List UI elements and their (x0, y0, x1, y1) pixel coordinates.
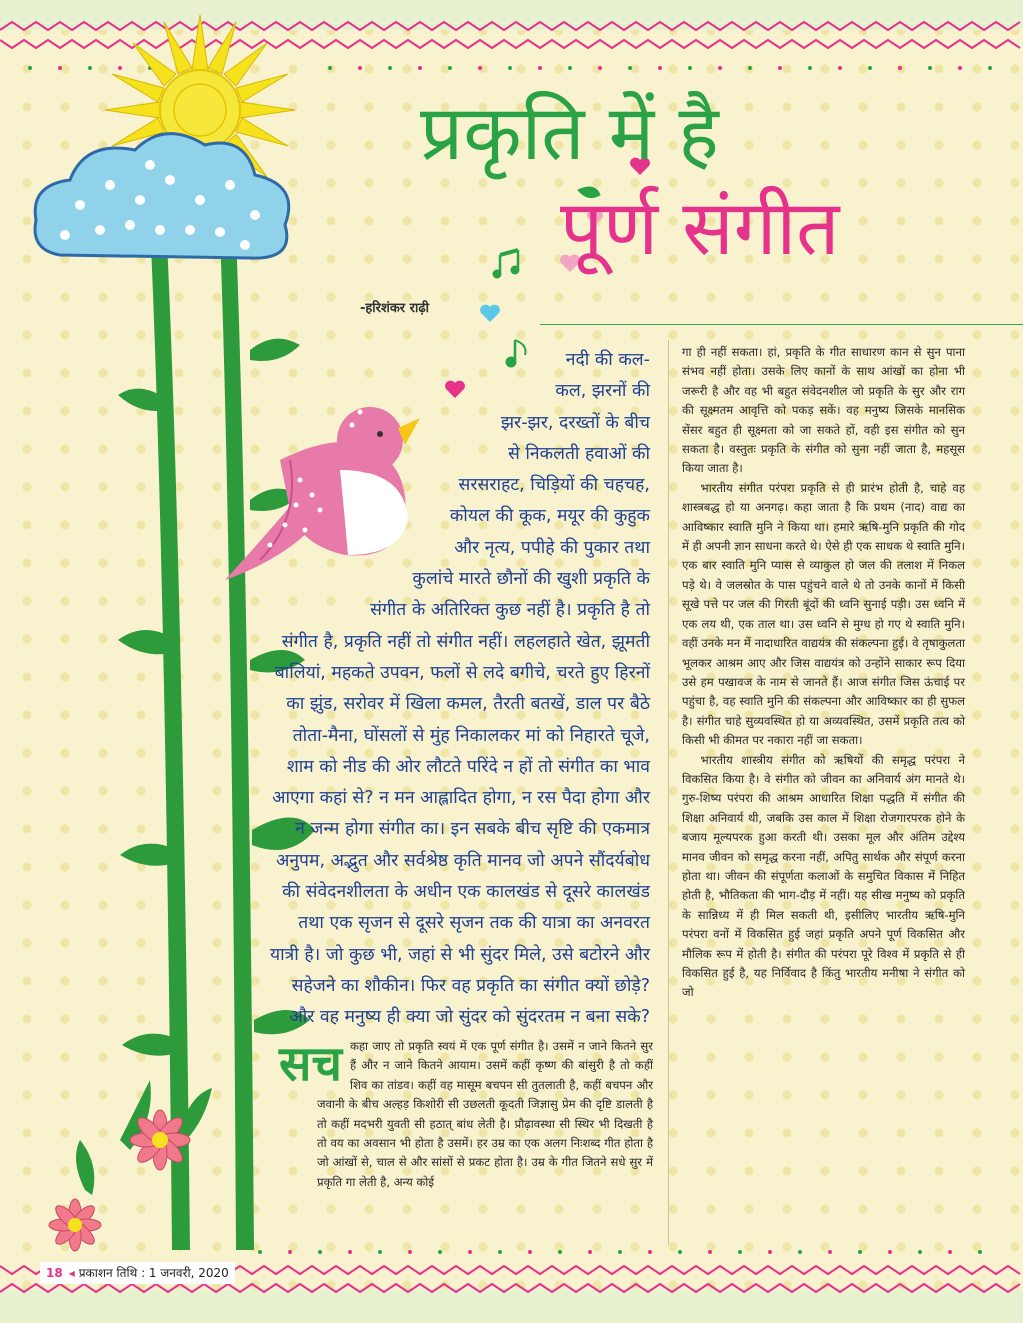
intro-line: संगीत के अतिरिक्त कुछ नहीं है। प्रकृति है तो (370, 600, 650, 621)
intro-line: अनुपम, अद्भुत और सर्वश्रेष्ठ कृति मानव जो अपने सौंदर्यबोध (275, 850, 650, 871)
intro-line: सहेजने का शौकीन। फिर वह प्रकृति का संगीत क्यों छोड़े? (291, 975, 650, 996)
intro-line: कुलांचे मारते छौनों की खुशी प्रकृति के (412, 569, 650, 590)
arrow-icon: ◂ (68, 1266, 75, 1280)
intro-line: से निकलती हवाओं की (508, 443, 650, 464)
page-footer: 18 ◂ प्रकाशन तिथि : 1 जनवरी, 2020 (40, 1262, 235, 1284)
issue-date: 1 जनवरी, 2020 (148, 1266, 229, 1280)
body-text-right (682, 343, 965, 1003)
intro-line: न जन्म होगा संगीत का। इन सबके बीच सृष्टि की एकमात्र (295, 819, 650, 840)
intro-line: यात्री है। जो कुछ भी, जहां से भी सुंदर मिले, उसे बटोरने और (269, 944, 650, 965)
intro-line: सरसराहट, चिड़ियों की चहचह, (458, 475, 650, 496)
page-title: प्रकृति में है (420, 88, 719, 177)
intro-line: कल, झरनों की (555, 381, 650, 402)
body-paragraph: भारतीय शास्त्रीय संगीत को ऋषियों की समृद्ध परंपरा ने विकसित किया है। वे संगीत को जीवन का अनिवार्य अंग मानते थे। गुरु-शिष्य परंपरा की आश्रम आधारित शिक्षा पद्धति में संगीत की शिक्षा अनिवार्य थी, जबकि उस काल में शिक्षा रोजगारपरक होने के बजाय मूल्यपरक हुआ करती थी। उसका मूल और अंतिम उद्देश्य मानव जीवन को समृद्ध करना नहीं, अपितु सार्थक और संपूर्ण करना होता था। जीवन की संपूर्णता कलाओं के समुचित विकास में निहित होती है, भौतिकता की भाग-दौड़ में नहीं। यह सीख मनुष्य को प्रकृति के सान्निध्य में ही मिल सकती थी, इसीलिए भारतीय ऋषि-मुनि परंपरा वनों में विकसित हुई जहां प्रकृति अपने पूर्ण विकसित और मौलिक रूप में होती है। संगीत की परंपरा पूरे विश्व में प्रकृति से ही विकसित हुई है, यह निर्विवाद है किंतु भारतीय मनीषा ने संगीत को जो (682, 752, 965, 1000)
byline: -हरिशंकर राढ़ी (360, 301, 430, 316)
divider (540, 324, 1023, 325)
flower-icon (49, 1110, 190, 1251)
body-paragraph: गा ही नहीं सकता। हां, प्रकृति के गीत साधारण कान से सुन पाना संभव नहीं होता। उसके लिए कानों के साथ आंखों का होना भी जरूरी है और वह भी बहुत संवेदनशील जो प्रकृति के सुर और राग की सूक्ष्मतम आवृत्ति को पकड़ सकें। वह मनुष्य जिसके मानसिक सेंसर बहुत ही सूक्ष्मता को जा सकते हों, वही इस संगीत को सुन सकता है। वस्तुतः प्रकृति के संगीत को सुना नहीं जाता है, महसूस किया जाता है। (682, 345, 965, 476)
intro-line: और नृत्य, पपीहे की पुकार तथा (454, 537, 650, 558)
page-title-line2: पूर्ण संगीत (560, 183, 840, 272)
intro-paragraph (240, 345, 650, 1034)
page-number: 18 (46, 1266, 63, 1280)
intro-line: और वह मनुष्य ही क्या जो सुंदर को सुंदरतम न बना सके? (289, 1007, 650, 1028)
body-paragraph: भारतीय संगीत परंपरा प्रकृति से ही प्रारंभ होती है, चाहे वह शास्त्रबद्ध हो या अनगढ़। कहा जाता है कि प्रथम (नाद) वाद्य का आविष्कार स्वाति मुनि ने किया था। हमारे ऋषि-मुनि प्रकृति की गोद में ही अपनी ज्ञान साधना करते थे। ऐसे ही एक साधक थे स्वाति मुनि। एक बार स्वाति मुनि प्यास से व्याकुल हो जल की तलाश में निकल पड़े थे। वे जलस्रोत के पास पहुंचने वाले थे तो उनके कानों में किसी सूखे पत्ते पर जल की गिरती बूंदों की ध्वनि सुनाई पड़ी। उस ध्वनि में एक लय थी, एक ताल था। उस ध्वनि से मुग्ध हो गए थे स्वाति मुनि। वहीं उनके मन में नादाधारित वाद्ययंत्र की संकल्पना हुई। वे तृषाकुलता भूलकर आश्रम आए और जिस वाद्ययंत्र को उन्होंने साकार रूप दिया उसे हम पखावज के नाम से जानते हैं। आज संगीत जिस ऊंचाई पर पहुंचा है, वह स्वाति मुनि की संकल्पना और आविष्कार का ही सुफल है। संगीत चाहे सुव्यवस्थित हो या अव्यवस्थित, उसमें प्रकृति तत्व को किसी भी कीमत पर नकारा नहीं जा सकता। (682, 480, 965, 748)
body-text-left (279, 1036, 653, 1192)
intro-line: कोयल की कूक, मयूर की कुहुक (449, 506, 650, 527)
intro-line: शाम को नीड की ओर लौटते परिंदे न हों तो संगीत का भाव (286, 756, 650, 777)
intro-line: तोता-मैना, घोंसलों से मुंह निकालकर मां को निहारते चूजे, (292, 725, 650, 746)
drop-cap: सच (279, 1036, 342, 1092)
intro-line: नदी की कल- (565, 350, 650, 370)
column-divider (668, 340, 669, 1245)
body-paragraph: कहा जाए तो प्रकृति स्वयं में एक पूर्ण संगीत है। उसमें न जाने कितने सुर हैं और न जाने कितने आयाम। उसमें कहीं कृष्ण की बांसुरी है तो कहीं शिव का तांडव। कहीं वह मासूम बचपन सी तुतलाती है, कहीं बचपन और जवानी के बीच अल्हड़ किशोरी सी उछलती कूदती जिज्ञासु प्रेम की दृष्टि डालती है तो कहीं मदभरी युवती सी हठात् बांध लेती है। प्रौढ़ावस्था सी स्थिर भी दिखती है तो वय का अवसान भी होता है उसमें। हर उम्र का एक अलग निःशब्द गीत होता है जो आंखों से, चाल से और सांसों से प्रकट होता है। उम्र के गीत जितने सधे सुर में प्रकृति गा लेती है, अन्य कोई (317, 1039, 653, 1189)
intro-line: तथा एक सृजन से दूसरे सृजन तक की यात्रा का अनवरत (298, 913, 650, 934)
intro-line: की संवेदनशीलता के अधीन एक कालखंड से दूसरे कालखंड (282, 882, 650, 903)
cloud-icon (35, 134, 289, 258)
intro-line: बालियां, महकते उपवन, फलों से लदे बगीचे, चरते हुए हिरनों (274, 662, 650, 683)
intro-line: झर-झर, दरख्तों के बीच (500, 412, 650, 433)
intro-line: संगीत है, प्रकृति नहीं तो संगीत नहीं। लहलहाते खेत, झूमती (281, 631, 650, 652)
bottom-border (0, 1250, 1023, 1323)
magazine-name: प्रकाशन तिथि (78, 1266, 138, 1280)
intro-line: आएगा कहां से? न मन आह्लादित होगा, न रस पैदा होगा और (272, 788, 650, 809)
intro-line: का झुंड, सरोवर में खिला कमल, तैरती बतखें, डाल पर बैठे (286, 694, 650, 715)
